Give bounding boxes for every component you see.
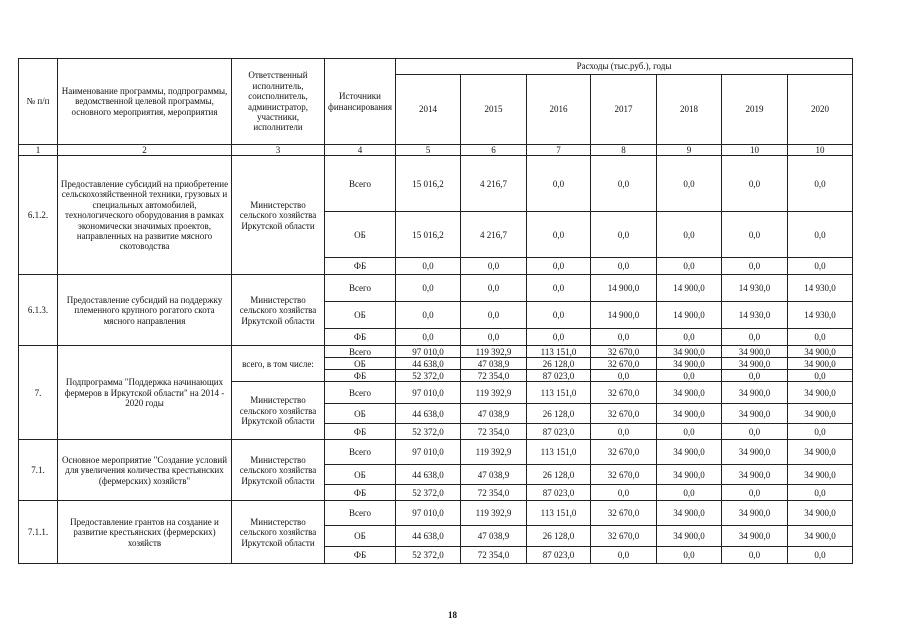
- value-cell: 97 010,0: [396, 440, 461, 465]
- value-cell: 87 023,0: [527, 370, 591, 382]
- value-cell: 0,0: [722, 547, 788, 564]
- value-cell: 14 930,0: [788, 302, 853, 329]
- table-row: [19, 440, 853, 465]
- source-cell: ФБ: [325, 547, 396, 564]
- value-cell: 34 900,0: [657, 526, 722, 547]
- source-cell: ОБ: [325, 302, 396, 329]
- value-cell: 34 900,0: [722, 440, 788, 465]
- value-cell: 0,0: [788, 485, 853, 501]
- value-cell: 47 038,9: [461, 404, 527, 424]
- value-cell: 14 930,0: [722, 275, 788, 302]
- value-cell: 87 023,0: [527, 485, 591, 501]
- value-cell: 0,0: [527, 258, 591, 275]
- value-cell: 52 372,0: [396, 370, 461, 382]
- header-num: № п/п: [19, 59, 58, 145]
- source-cell: Всего: [325, 346, 396, 358]
- row-number: 7.: [19, 346, 58, 440]
- value-cell: 32 670,0: [591, 526, 657, 547]
- value-cell: 0,0: [591, 485, 657, 501]
- value-cell: 32 670,0: [591, 346, 657, 358]
- column-index: 6: [461, 145, 527, 156]
- value-cell: 32 670,0: [591, 382, 657, 404]
- value-cell: 0,0: [591, 212, 657, 258]
- header-name: Наименование программы, подпрограммы, ведомственной целевой программы, основного мероприятия, мероприятия: [58, 59, 232, 145]
- source-cell: ФБ: [325, 485, 396, 501]
- financing-table: [18, 58, 853, 564]
- header-year: 2016: [527, 75, 591, 145]
- value-cell: 0,0: [527, 212, 591, 258]
- source-cell: ОБ: [325, 526, 396, 547]
- row-responsible: Министерство сельского хозяйства Иркутской области: [232, 156, 325, 275]
- value-cell: 4 216,7: [461, 156, 527, 212]
- row-name: Основное мероприятие "Создание условий для увеличения количества крестьянских (фермерских) хозяйств": [58, 440, 232, 501]
- header-responsible: Ответственный исполнитель, соисполнитель, администратор, участники, исполнители: [232, 59, 325, 145]
- value-cell: 0,0: [527, 156, 591, 212]
- value-cell: 0,0: [657, 156, 722, 212]
- header-year: 2017: [591, 75, 657, 145]
- value-cell: 32 670,0: [591, 358, 657, 370]
- value-cell: 52 372,0: [396, 547, 461, 564]
- source-cell: ФБ: [325, 370, 396, 382]
- value-cell: 34 900,0: [788, 404, 853, 424]
- header-year: 2015: [461, 75, 527, 145]
- value-cell: 0,0: [591, 258, 657, 275]
- value-cell: 0,0: [722, 329, 788, 346]
- header-year: 2014: [396, 75, 461, 145]
- value-cell: 34 900,0: [657, 404, 722, 424]
- value-cell: 0,0: [527, 329, 591, 346]
- value-cell: 119 392,9: [461, 382, 527, 404]
- value-cell: 0,0: [788, 156, 853, 212]
- value-cell: 0,0: [591, 329, 657, 346]
- value-cell: 0,0: [461, 275, 527, 302]
- value-cell: 32 670,0: [591, 440, 657, 465]
- value-cell: 34 900,0: [657, 346, 722, 358]
- value-cell: 15 016,2: [396, 212, 461, 258]
- value-cell: 52 372,0: [396, 485, 461, 501]
- value-cell: 44 638,0: [396, 404, 461, 424]
- value-cell: 0,0: [788, 547, 853, 564]
- value-cell: 34 900,0: [657, 382, 722, 404]
- value-cell: 14 930,0: [788, 275, 853, 302]
- source-cell: ОБ: [325, 358, 396, 370]
- value-cell: 32 670,0: [591, 404, 657, 424]
- value-cell: 34 900,0: [788, 501, 853, 526]
- column-index: 2: [58, 145, 232, 156]
- value-cell: 34 900,0: [788, 440, 853, 465]
- row-name: Предоставление субсидий на приобретение сельскохозяйственной техники, грузовых и специальных автомобилей, технологического оборудования в рамках экономически значимых проектов, направленных на развитие мясного скотоводства: [58, 156, 232, 275]
- value-cell: 15 016,2: [396, 156, 461, 212]
- value-cell: 119 392,9: [461, 440, 527, 465]
- value-cell: 34 900,0: [788, 526, 853, 547]
- header-expenses: Расходы (тыс.руб.), годы: [396, 59, 853, 75]
- source-cell: ФБ: [325, 424, 396, 440]
- value-cell: 32 670,0: [591, 465, 657, 485]
- value-cell: 34 900,0: [722, 404, 788, 424]
- value-cell: 47 038,9: [461, 465, 527, 485]
- value-cell: 34 900,0: [657, 501, 722, 526]
- value-cell: 26 128,0: [527, 465, 591, 485]
- value-cell: 26 128,0: [527, 526, 591, 547]
- value-cell: 113 151,0: [527, 346, 591, 358]
- value-cell: 0,0: [657, 212, 722, 258]
- value-cell: 34 900,0: [788, 382, 853, 404]
- value-cell: 14 900,0: [591, 275, 657, 302]
- value-cell: 26 128,0: [527, 358, 591, 370]
- table-row: [19, 346, 853, 358]
- value-cell: 0,0: [657, 258, 722, 275]
- row-name: Предоставление субсидий на поддержку племенного крупного рогатого скота мясного направления: [58, 275, 232, 346]
- value-cell: 47 038,9: [461, 526, 527, 547]
- value-cell: 72 354,0: [461, 547, 527, 564]
- value-cell: 34 900,0: [657, 440, 722, 465]
- value-cell: 0,0: [722, 424, 788, 440]
- row-name: Предоставление грантов на создание и развитие крестьянских (фермерских) хозяйств: [58, 501, 232, 564]
- value-cell: 87 023,0: [527, 424, 591, 440]
- row-responsible: Министерство сельского хозяйства Иркутской области: [232, 382, 325, 440]
- value-cell: 0,0: [396, 329, 461, 346]
- source-cell: Всего: [325, 440, 396, 465]
- value-cell: 0,0: [591, 370, 657, 382]
- value-cell: 0,0: [657, 370, 722, 382]
- value-cell: 0,0: [788, 329, 853, 346]
- value-cell: 97 010,0: [396, 382, 461, 404]
- value-cell: 72 354,0: [461, 485, 527, 501]
- value-cell: 4 216,7: [461, 212, 527, 258]
- value-cell: 0,0: [396, 275, 461, 302]
- value-cell: 14 900,0: [657, 302, 722, 329]
- value-cell: 0,0: [591, 156, 657, 212]
- value-cell: 34 900,0: [657, 358, 722, 370]
- value-cell: 0,0: [591, 424, 657, 440]
- row-number: 7.1.: [19, 440, 58, 501]
- column-index: 10: [788, 145, 853, 156]
- value-cell: 0,0: [788, 258, 853, 275]
- value-cell: 97 010,0: [396, 501, 461, 526]
- column-index: 3: [232, 145, 325, 156]
- value-cell: 32 670,0: [591, 501, 657, 526]
- source-cell: ФБ: [325, 258, 396, 275]
- table-row: [19, 275, 853, 302]
- value-cell: 0,0: [788, 212, 853, 258]
- source-cell: ФБ: [325, 329, 396, 346]
- value-cell: 72 354,0: [461, 424, 527, 440]
- row-responsible: Министерство сельского хозяйства Иркутской области: [232, 275, 325, 346]
- value-cell: 87 023,0: [527, 547, 591, 564]
- value-cell: 34 900,0: [722, 358, 788, 370]
- page-number: 18: [448, 610, 457, 620]
- row-number: 7.1.1.: [19, 501, 58, 564]
- source-cell: ОБ: [325, 465, 396, 485]
- value-cell: 0,0: [396, 302, 461, 329]
- source-cell: Всего: [325, 275, 396, 302]
- source-cell: ОБ: [325, 212, 396, 258]
- value-cell: 34 900,0: [722, 465, 788, 485]
- value-cell: 0,0: [461, 329, 527, 346]
- column-index: 1: [19, 145, 58, 156]
- column-index: 10: [722, 145, 788, 156]
- value-cell: 0,0: [657, 485, 722, 501]
- value-cell: 26 128,0: [527, 404, 591, 424]
- value-cell: 0,0: [657, 329, 722, 346]
- source-cell: ОБ: [325, 404, 396, 424]
- row-number: 6.1.3.: [19, 275, 58, 346]
- value-cell: 14 900,0: [657, 275, 722, 302]
- value-cell: 0,0: [657, 424, 722, 440]
- value-cell: 113 151,0: [527, 440, 591, 465]
- value-cell: 14 900,0: [591, 302, 657, 329]
- value-cell: 34 900,0: [722, 501, 788, 526]
- value-cell: 119 392,9: [461, 501, 527, 526]
- value-cell: 0,0: [461, 302, 527, 329]
- table-row: [19, 501, 853, 526]
- value-cell: 34 900,0: [657, 465, 722, 485]
- value-cell: 119 392,9: [461, 346, 527, 358]
- header-source: Источники финансирования: [325, 59, 396, 145]
- value-cell: 113 151,0: [527, 382, 591, 404]
- value-cell: 0,0: [722, 156, 788, 212]
- value-cell: 0,0: [722, 485, 788, 501]
- value-cell: 72 354,0: [461, 370, 527, 382]
- column-index: 8: [591, 145, 657, 156]
- value-cell: 0,0: [591, 547, 657, 564]
- value-cell: 0,0: [396, 258, 461, 275]
- value-cell: 34 900,0: [788, 465, 853, 485]
- row-responsible: Министерство сельского хозяйства Иркутской области: [232, 501, 325, 564]
- column-index: 5: [396, 145, 461, 156]
- row-responsible: всего, в том числе:: [232, 346, 325, 382]
- header-year: 2020: [788, 75, 853, 145]
- header-year: 2019: [722, 75, 788, 145]
- value-cell: 0,0: [527, 302, 591, 329]
- value-cell: 34 900,0: [788, 346, 853, 358]
- value-cell: 44 638,0: [396, 526, 461, 547]
- column-index: 9: [657, 145, 722, 156]
- value-cell: 97 010,0: [396, 346, 461, 358]
- value-cell: 34 900,0: [722, 382, 788, 404]
- column-index: 4: [325, 145, 396, 156]
- value-cell: 0,0: [722, 212, 788, 258]
- row-name: Подпрограмма "Поддержка начинающих фермеров в Иркутской области" на 2014 - 2020 годы: [58, 346, 232, 440]
- value-cell: 113 151,0: [527, 501, 591, 526]
- row-number: 6.1.2.: [19, 156, 58, 275]
- value-cell: 44 638,0: [396, 465, 461, 485]
- value-cell: 0,0: [788, 370, 853, 382]
- value-cell: 44 638,0: [396, 358, 461, 370]
- value-cell: 47 038,9: [461, 358, 527, 370]
- value-cell: 0,0: [788, 424, 853, 440]
- column-index: 7: [527, 145, 591, 156]
- row-responsible: Министерство сельского хозяйства Иркутской области: [232, 440, 325, 501]
- value-cell: 0,0: [657, 547, 722, 564]
- value-cell: 0,0: [461, 258, 527, 275]
- value-cell: 34 900,0: [722, 526, 788, 547]
- value-cell: 14 930,0: [722, 302, 788, 329]
- value-cell: 0,0: [722, 370, 788, 382]
- value-cell: 34 900,0: [722, 346, 788, 358]
- source-cell: Всего: [325, 382, 396, 404]
- source-cell: Всего: [325, 156, 396, 212]
- value-cell: 0,0: [722, 258, 788, 275]
- table-row: [19, 156, 853, 212]
- header-year: 2018: [657, 75, 722, 145]
- value-cell: 0,0: [527, 275, 591, 302]
- value-cell: 34 900,0: [788, 358, 853, 370]
- source-cell: Всего: [325, 501, 396, 526]
- value-cell: 52 372,0: [396, 424, 461, 440]
